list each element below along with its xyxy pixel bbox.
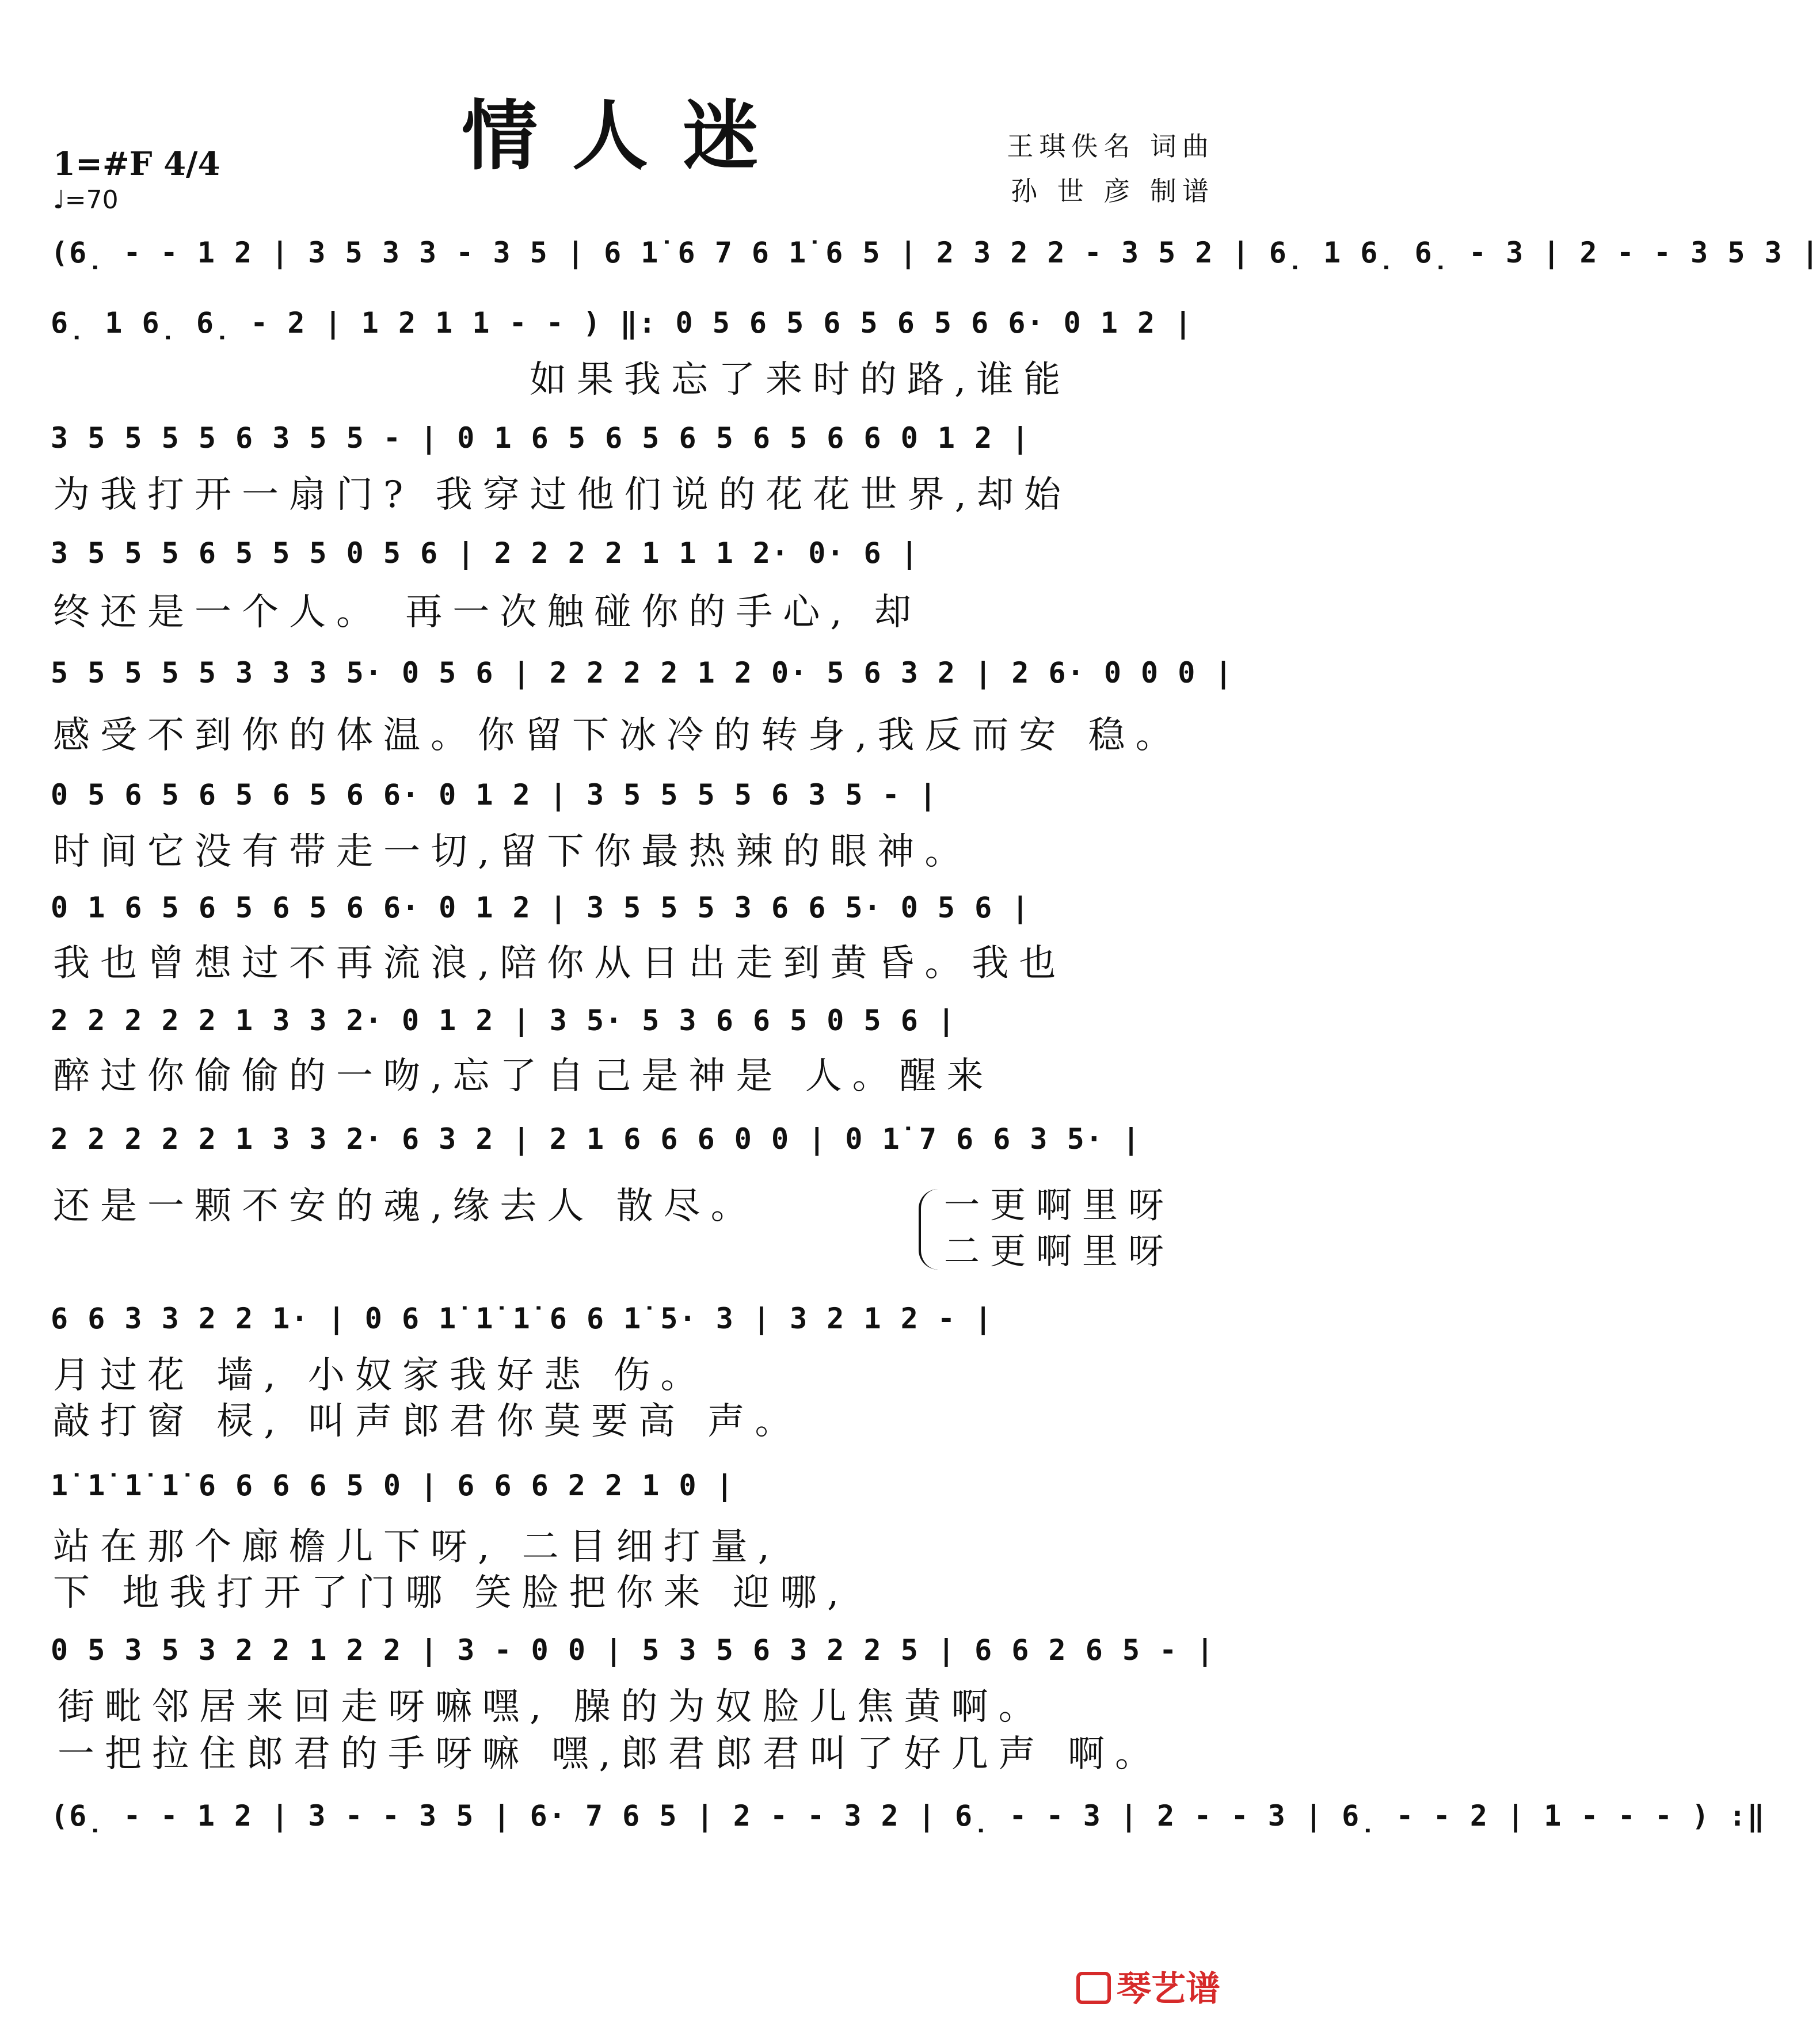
verse-brace [919, 1189, 938, 1270]
lyric-line: 街毗邻居来回走呀嘛嘿, 臊的为奴脸儿焦黄啊。 [58, 1686, 1046, 1728]
notation-row: 0 5 6 5 6 5 6 5 6 6· 0 1 2 | 3 5 5 5 5 6 3 5 - | [51, 778, 938, 812]
notation-row: 2 2 2 2 2 1 3 3 2· 6 3 2 | 2 1 6 6 6 0 0 | 0 1̇ 7 6 6 3 5· | [51, 1122, 1141, 1156]
watermark-logo: 琴艺谱 [1076, 1961, 1220, 2011]
credit-transcriber: 孙 世 彦 制谱 [1011, 176, 1214, 207]
notation-row: (6̣ - - 1 2 | 3 5 3 3 - 3 5 | 6 1̇ 6 7 6 1̇ 6 5 | 2 3 2 2 - 3 5 2 | 6̣ 1 6̣ 6̣ - 3 | 2 - - 3 5 3 | [51, 236, 1820, 269]
notation-row: 0 1 6 5 6 5 6 5 6 6· 0 1 2 | 3 5 5 5 3 6 6 5· 0 5 6 | [51, 891, 1030, 924]
lyric-line: 为我打开一扇门? 我穿过他们说的花花世界,却始 [53, 474, 1071, 516]
key-signature: 1=#F 4/4 [53, 145, 220, 183]
lyric-line: 感受不到你的体温。你留下冰冷的转身,我反而安 稳。 [53, 714, 1183, 757]
tempo-mark: ♩=70 [53, 185, 119, 215]
notation-row: 0 5 3 5 3 2 2 1 2 2 | 3 - 0 0 | 5 3 5 6 3 2 2 5 | 6 6 2 6 5 - | [51, 1633, 1215, 1667]
verse-marker-1: 一更啊里呀 [944, 1184, 1175, 1226]
song-title: 情人迷 [462, 92, 793, 181]
lyric-line: 时间它没有带走一切,留下你最热辣的眼神。 [53, 831, 972, 873]
notation-row: 3 5 5 5 6 5 5 5 0 5 6 | 2 2 2 2 1 1 1 2· 0· 6 | [51, 536, 919, 570]
notation-row: 3 5 5 5 5 6 3 5 5 - | 0 1 6 5 6 5 6 5 6 5 6 6 0 1 2 | [51, 421, 1030, 455]
notation-row: 6 6 3 3 2 2 1· | 0 6 1̇ 1̇ 1̇ 6 6 1̇ 5· 3 | 3 2 1 2 - | [51, 1302, 993, 1335]
lyric-line: 终还是一个人。 再一次触碰你的手心, 却 [53, 591, 922, 634]
notation-row: 6̣ 1 6̣ 6̣ - 2 | 1 2 1 1 - - ) ‖: 0 5 6 5 6 5 6 5 6 6· 0 1 2 | [51, 306, 1193, 340]
lyric-line: 我也曾想过不再流浪,陪你从日出走到黄昏。我也 [53, 942, 1067, 985]
notation-row: 1̇ 1̇ 1̇ 1̇ 6 6 6 6 5 0 | 6 6 6 2 2 1 0 | [51, 1469, 734, 1502]
lyric-line: 月过花 墙, 小奴家我好悲 伤。 [53, 1354, 708, 1397]
notation-row: 2 2 2 2 2 1 3 3 2· 0 1 2 | 3 5· 5 3 6 6 5 0 5 6 | [51, 1004, 957, 1037]
credit-lyrics-music: 王琪佚名 词曲 [1007, 131, 1214, 162]
verse-marker-2: 二更啊里呀 [944, 1230, 1175, 1272]
lyric-line-verse2: 下 地我打开了门哪 笑脸把你来 迎哪, [53, 1572, 850, 1614]
notation-row: (6̣ - - 1 2 | 3 - - 3 5 | 6· 7 6 5 | 2 - - 3 2 | 6̣ - - 3 | 2 - - 3 | 6̣ - - 2 | 1 - - - ) :‖ [51, 1799, 1766, 1833]
notation-row: 5 5 5 5 5 3 3 3 5· 0 5 6 | 2 2 2 2 1 2 0· 5 6 3 2 | 2 6· 0 0 0 | [51, 656, 1233, 689]
lyric-line: 如果我忘了来时的路,谁能 [530, 359, 1071, 401]
lyric-line-verse2: 一把拉住郎君的手呀嘛 嘿,郎君郎君叫了好几声 啊。 [58, 1733, 1163, 1776]
lyric-line-verse2: 敲打窗 棂, 叫声郎君你莫要高 声。 [53, 1400, 802, 1443]
lyric-line: 醉过你偷偷的一吻,忘了自己是神是 人。醒来 [53, 1055, 994, 1098]
lyric-line: 站在那个廊檐儿下呀, 二目细打量, [53, 1526, 780, 1568]
logo-icon [1076, 1972, 1111, 2004]
lyric-line: 还是一颗不安的魂,缘去人 散尽。 [53, 1185, 758, 1228]
